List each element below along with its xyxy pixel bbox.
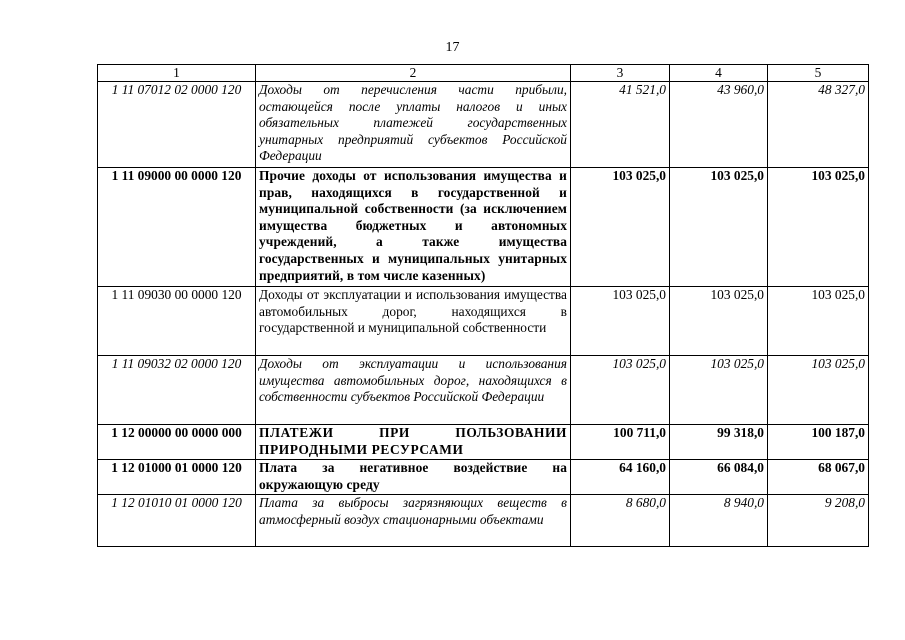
value-col-3: 103 025,0 [571,356,670,425]
column-header-4: 4 [670,65,768,82]
table-row [98,495,869,547]
table-row [98,460,869,495]
table-row [98,168,869,287]
column-header-3: 3 [571,65,670,82]
value-col-4: 8 940,0 [670,495,768,547]
budget-code: 1 11 07012 02 0000 120 [98,82,256,168]
column-header-5: 5 [768,65,869,82]
value-col-5: 9 208,0 [768,495,869,547]
page-number: 17 [445,40,460,55]
budget-code: 1 11 09000 00 0000 120 [98,168,256,287]
budget-code: 1 12 01000 01 0000 120 [98,460,256,495]
revenue-name: Доходы от эксплуатации и использования имущества автомобильных дорог, находящихся в государственной и муниципальной собственности [256,287,571,356]
value-col-5: 100 187,0 [768,425,869,460]
value-col-5: 48 327,0 [768,82,869,168]
table-row [98,425,869,460]
budget-code: 1 12 01010 01 0000 120 [98,495,256,547]
value-col-5: 103 025,0 [768,287,869,356]
revenue-name: ПЛАТЕЖИ ПРИ ПОЛЬЗОВАНИИ ПРИРОДНЫМИ РЕСУРСАМИ [256,425,571,460]
value-col-4: 99 318,0 [670,425,768,460]
value-col-3: 41 521,0 [571,82,670,168]
value-col-4: 103 025,0 [670,356,768,425]
budget-code: 1 11 09032 02 0000 120 [98,356,256,425]
value-col-3: 100 711,0 [571,425,670,460]
revenue-table [97,64,869,547]
table-row [98,287,869,356]
value-col-4: 103 025,0 [670,168,768,287]
column-header-2: 2 [256,65,571,82]
budget-code: 1 12 00000 00 0000 000 [98,425,256,460]
table-row [98,82,869,168]
table-row [98,356,869,425]
revenue-name: Прочие доходы от использования имущества и прав, находящихся в государственной и муниципальной собственности (за исключением имущества бюджетных и автономных учреждений, а также имущества государственных и муниципальных унитарных предприятий, в том числе казенных) [256,168,571,287]
value-col-4: 103 025,0 [670,287,768,356]
value-col-5: 103 025,0 [768,356,869,425]
revenue-name: Плата за выбросы загрязняющих веществ в атмосферный воздух стационарными объектами [256,495,571,547]
value-col-3: 64 160,0 [571,460,670,495]
value-col-5: 68 067,0 [768,460,869,495]
revenue-name: Доходы от эксплуатации и использования имущества автомобильных дорог, находящихся в собственности субъектов Российской Федерации [256,356,571,425]
budget-code: 1 11 09030 00 0000 120 [98,287,256,356]
value-col-3: 8 680,0 [571,495,670,547]
column-number-row [98,65,869,82]
column-header-1: 1 [98,65,256,82]
value-col-5: 103 025,0 [768,168,869,287]
revenue-name: Доходы от перечисления части прибыли, остающейся после уплаты налогов и иных обязательных платежей государственных унитарных предприятий субъектов Российской Федерации [256,82,571,168]
value-col-4: 66 084,0 [670,460,768,495]
value-col-3: 103 025,0 [571,168,670,287]
value-col-4: 43 960,0 [670,82,768,168]
revenue-name: Плата за негативное воздействие на окружающую среду [256,460,571,495]
value-col-3: 103 025,0 [571,287,670,356]
